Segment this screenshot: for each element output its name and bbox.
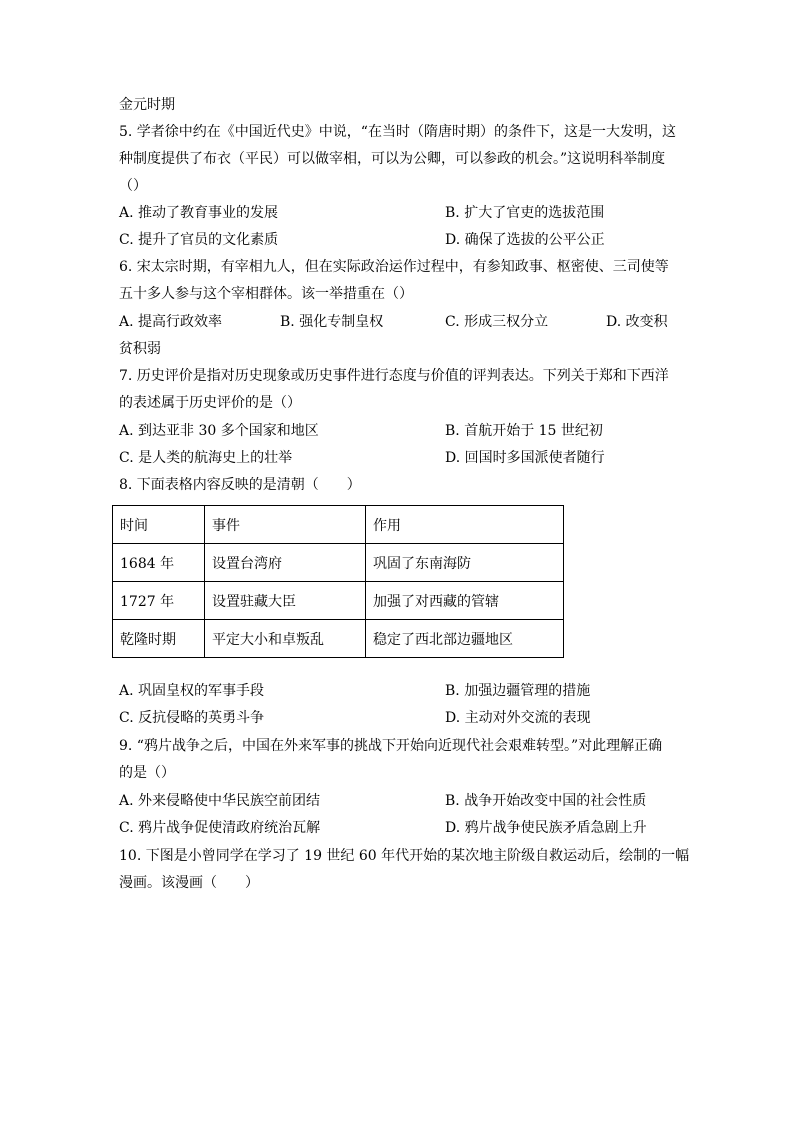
table-cell: 乾隆时期: [113, 620, 205, 658]
question-9-option-d: D. 鸦片战争使民族矛盾急剧上升: [445, 820, 647, 836]
table-row: [113, 582, 564, 620]
table-cell: 稳定了西北部边疆地区: [366, 620, 564, 658]
table-cell: 平定大小和卓叛乱: [205, 620, 366, 658]
question-8-option-a: A. 巩固皇权的军事手段: [119, 683, 265, 699]
question-6-option-d: D. 改变积: [606, 314, 668, 330]
question-5-stem: 5. 学者徐中约在《中国近代史》中说，“在当时（隋唐时期）的条件下，这是一大发明，这: [119, 124, 676, 140]
question-10-stem: 漫画。该漫画（ ）: [119, 875, 259, 891]
question-6-option-a: A. 提高行政效率: [119, 314, 223, 330]
question-5-stem: （）: [119, 178, 147, 194]
question-7-stem: 的表述属于历史评价的是（）: [119, 395, 301, 411]
qing-events-table: [112, 505, 564, 658]
question-6-option-b: B. 强化专制皇权: [280, 314, 384, 330]
table-cell: 1727 年: [113, 582, 205, 620]
table-cell: 设置台湾府: [205, 544, 366, 582]
table-cell: 加强了对西藏的管辖: [366, 582, 564, 620]
table-cell: 巩固了东南海防: [366, 544, 564, 582]
table-row: [113, 544, 564, 582]
question-7-stem: 7. 历史评价是指对历史现象或历史事件进行态度与价值的评判表达。下列关于郑和下西洋: [119, 368, 669, 384]
question-6-stem: 6. 宋太宗时期，有宰相九人，但在实际政治运作过程中，有参知政事、枢密使、三司使等: [119, 259, 669, 275]
question-5-option-a: A. 推动了教育事业的发展: [119, 205, 279, 221]
question-8-option-d: D. 主动对外交流的表现: [445, 710, 591, 726]
question-8-option-b: B. 加强边疆管理的措施: [445, 683, 591, 699]
question-5-option-c: C. 提升了官员的文化素质: [119, 232, 279, 248]
question-6-option-c: C. 形成三权分立: [445, 314, 549, 330]
table-row: [113, 620, 564, 658]
question-9-option-b: B. 战争开始改变中国的社会性质: [445, 793, 647, 809]
table-header-cell: 作用: [366, 506, 564, 544]
question-5-option-d: D. 确保了选拔的公平公正: [445, 232, 605, 248]
question-10-stem: 10. 下图是小曾同学在学习了 19 世纪 60 年代开始的某次地主阶级自救运动后，绘制的一幅: [119, 848, 690, 864]
table-header-row: [113, 506, 564, 544]
question-7-option-c: C. 是人类的航海史上的壮举: [119, 450, 293, 466]
table-header-cell: 时间: [113, 506, 205, 544]
table-cell: 1684 年: [113, 544, 205, 582]
question-5-stem: 种制度提供了布衣（平民）可以做宰相，可以为公卿，可以参政的机会。”这说明科举制度: [119, 151, 666, 167]
question-8-stem: 8. 下面表格内容反映的是清朝（ ）: [119, 477, 361, 493]
question-9-stem: 的是（）: [119, 765, 175, 781]
question-6-stem: 五十多人参与这个宰相群体。该一举措重在（）: [119, 286, 413, 302]
question-7-option-b: B. 首航开始于 15 世纪初: [445, 423, 603, 439]
question-9-option-a: A. 外来侵略使中华民族空前团结: [119, 793, 321, 809]
question-6-option-d-continued: 贫积弱: [119, 341, 161, 357]
question-5-option-b: B. 扩大了官吏的选拔范围: [445, 205, 605, 221]
question-8-option-c: C. 反抗侵略的英勇斗争: [119, 710, 265, 726]
text-line: 金元时期: [119, 97, 175, 113]
table-cell: 设置驻藏大臣: [205, 582, 366, 620]
question-9-option-c: C. 鸦片战争促使清政府统治瓦解: [119, 820, 321, 836]
question-7-option-a: A. 到达亚非 30 多个国家和地区: [119, 423, 319, 439]
question-9-stem: 9. “鸦片战争之后，中国在外来军事的挑战下开始向近现代社会艰难转型。”对此理解正确: [119, 738, 663, 754]
table-header-cell: 事件: [205, 506, 366, 544]
question-7-option-d: D. 回国时多国派使者随行: [445, 450, 605, 466]
